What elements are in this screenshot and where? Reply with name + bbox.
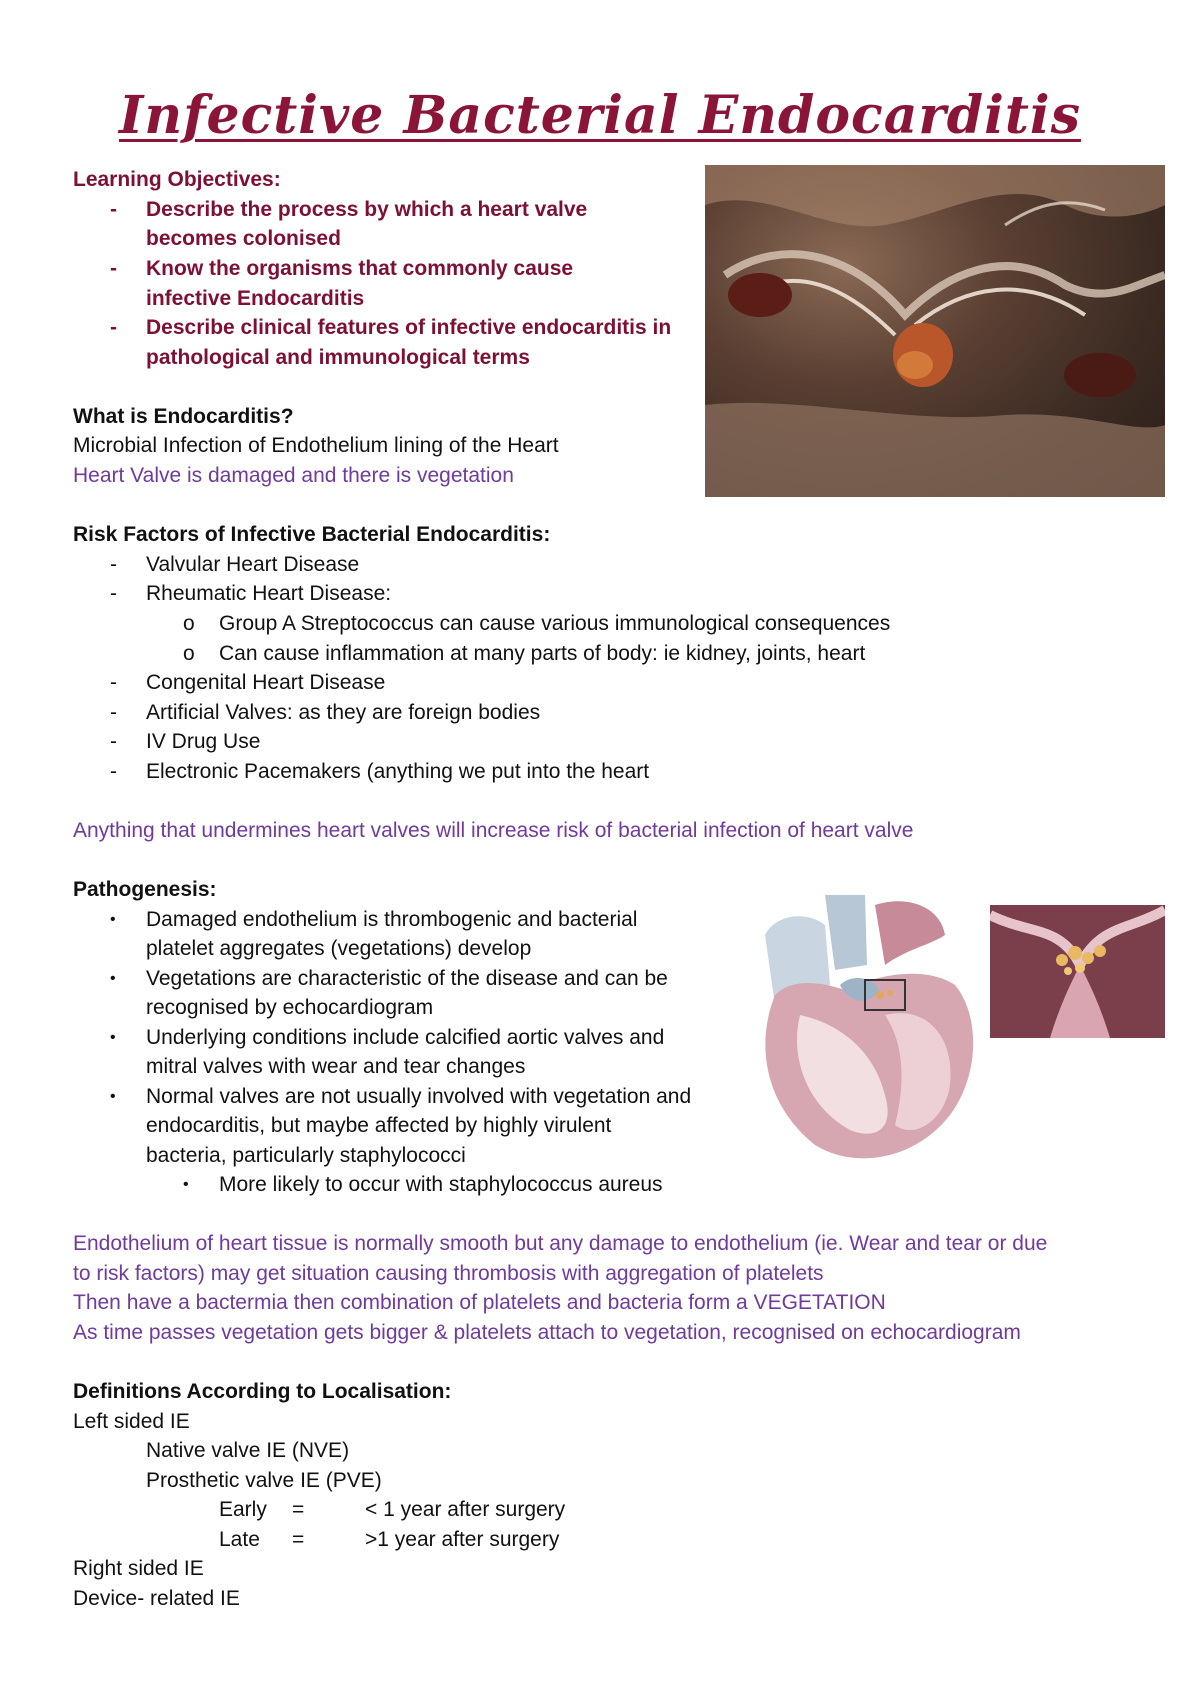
objective-line: Describe clinical features of infective endocarditis in <box>146 316 672 339</box>
dash-marker: - <box>110 760 117 783</box>
bullet-marker: • <box>110 1029 116 1046</box>
pathogenesis-heading: Pathogenesis: <box>73 878 217 901</box>
late-value: >1 year after surgery <box>365 1528 560 1551</box>
bullet-marker: • <box>110 1088 116 1105</box>
objective-line: pathological and immunological terms <box>146 346 530 369</box>
late-label: Late <box>219 1528 260 1551</box>
equals-sign: = <box>292 1498 305 1521</box>
risk-item: Electronic Pacemakers (anything we put into the heart <box>146 760 650 783</box>
dash-marker: - <box>110 730 117 753</box>
definitions-heading: Definitions According to Localisation: <box>73 1380 452 1403</box>
objective-line: infective Endocarditis <box>146 287 365 310</box>
pathogenesis-subline: More likely to occur with staphylococcus aureus <box>219 1173 663 1196</box>
equals-sign: = <box>292 1528 305 1551</box>
risk-note: Anything that undermines heart valves will increase risk of bacterial infection of heart valve <box>73 819 914 842</box>
risk-heading: Risk Factors of Infective Bacterial Endocarditis: <box>73 523 551 546</box>
objective-line: becomes colonised <box>146 227 341 250</box>
dash-marker: - <box>110 553 117 576</box>
dash-marker: - <box>110 198 117 221</box>
risk-subitem: Can cause inflammation at many parts of body: ie kidney, joints, heart <box>219 642 866 665</box>
risk-item: Rheumatic Heart Disease: <box>146 582 392 605</box>
pathogenesis-line: mitral valves with wear and tear changes <box>146 1055 526 1078</box>
definition-right: Right sided IE <box>73 1557 204 1580</box>
early-value: < 1 year after surgery <box>365 1498 566 1521</box>
risk-item: Congenital Heart Disease <box>146 671 386 694</box>
pathogenesis-note: As time passes vegetation gets bigger & platelets attach to vegetation, recognised on echocardiogram <box>73 1321 1021 1344</box>
circle-marker: o <box>183 612 195 635</box>
what-heading: What is Endocarditis? <box>73 405 294 428</box>
pathogenesis-line: bacteria, particularly staphylococci <box>146 1144 466 1167</box>
risk-item: Artificial Valves: as they are foreign bodies <box>146 701 541 724</box>
pathogenesis-line: Vegetations are characteristic of the disease and can be <box>146 967 668 990</box>
circle-marker: o <box>183 642 195 665</box>
bullet-marker: • <box>110 970 116 987</box>
heart-illustration <box>755 895 985 1165</box>
pathogenesis-line: Damaged endothelium is thrombogenic and bacterial <box>146 908 638 931</box>
pathogenesis-note: Then have a bactermia then combination of platelets and bacteria form a VEGETATION <box>73 1291 886 1314</box>
pathogenesis-line: endocarditis, but maybe affected by highly virulent <box>146 1114 612 1137</box>
dash-marker: - <box>110 257 117 280</box>
definition-left: Left sided IE <box>73 1410 190 1433</box>
pathogenesis-line: Normal valves are not usually involved with vegetation and <box>146 1085 692 1108</box>
pathogenesis-line: Underlying conditions include calcified aortic valves and <box>146 1026 665 1049</box>
vegetation-closeup <box>990 905 1165 1038</box>
pathogenesis-line: recognised by echocardiogram <box>146 996 434 1019</box>
objective-line: Describe the process by which a heart valve <box>146 198 588 221</box>
risk-item: Valvular Heart Disease <box>146 553 360 576</box>
pathogenesis-note: Endothelium of heart tissue is normally smooth but any damage to endothelium (ie. Wear and tear or due <box>73 1232 1048 1255</box>
dash-marker: - <box>110 582 117 605</box>
dash-marker: - <box>110 671 117 694</box>
risk-subitem: Group A Streptococcus can cause various immunological consequences <box>219 612 891 635</box>
pathogenesis-line: platelet aggregates (vegetations) develop <box>146 937 532 960</box>
objectives-heading: Learning Objectives: <box>73 168 281 191</box>
dash-marker: - <box>110 316 117 339</box>
objective-line: Know the organisms that commonly cause <box>146 257 574 280</box>
bullet-marker: • <box>110 911 116 928</box>
risk-item: IV Drug Use <box>146 730 261 753</box>
page-title: Infective Bacterial Endocarditis <box>119 85 1081 146</box>
definition-nve: Native valve IE (NVE) <box>146 1439 350 1462</box>
dash-marker: - <box>110 701 117 724</box>
bullet-marker: • <box>183 1176 189 1193</box>
definition-pve: Prosthetic valve IE (PVE) <box>146 1469 382 1492</box>
definition-device: Device- related IE <box>73 1587 240 1610</box>
heart-valve-photo <box>705 165 1165 497</box>
what-note: Heart Valve is damaged and there is vegetation <box>73 464 514 487</box>
early-label: Early <box>219 1498 267 1521</box>
what-definition: Microbial Infection of Endothelium lining of the Heart <box>73 434 559 457</box>
pathogenesis-note: to risk factors) may get situation causing thrombosis with aggregation of platelets <box>73 1262 824 1285</box>
